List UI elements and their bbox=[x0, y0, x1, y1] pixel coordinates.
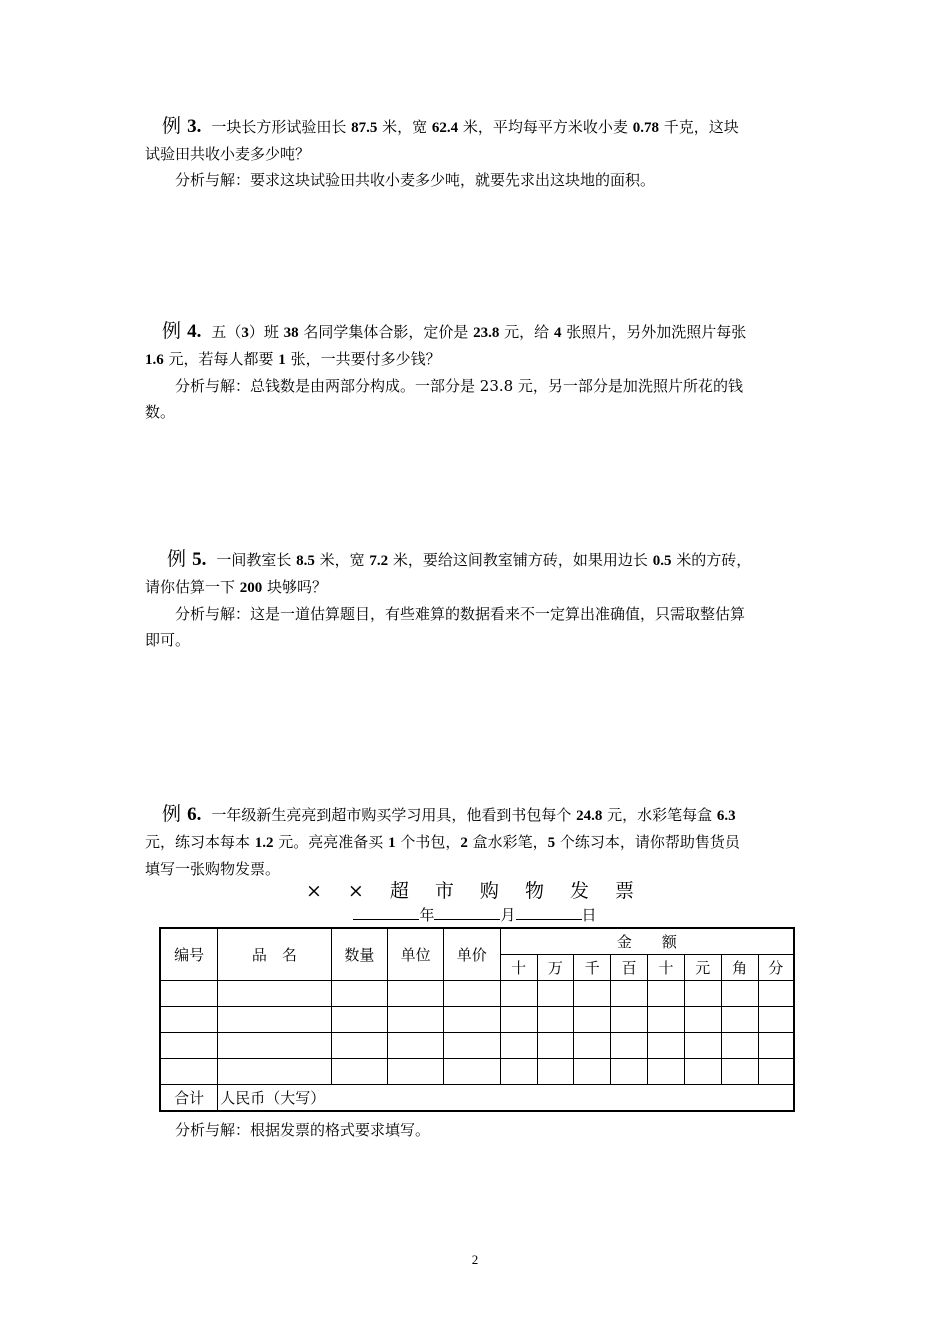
blank-cell[interactable] bbox=[684, 1033, 721, 1059]
example-3-analysis: 分析与解：要求这块试验田共收小麦多少吨，就要先求出这块地的面积。 bbox=[175, 171, 656, 189]
blank-cell[interactable] bbox=[574, 1059, 611, 1085]
blank-cell[interactable] bbox=[500, 981, 537, 1007]
year-blank[interactable] bbox=[353, 905, 419, 920]
blank-cell[interactable] bbox=[721, 981, 758, 1007]
blank-cell[interactable] bbox=[443, 1033, 500, 1059]
digit-header: 百 bbox=[611, 955, 648, 981]
blank-cell[interactable] bbox=[218, 981, 331, 1007]
blank-cell[interactable] bbox=[388, 1033, 444, 1059]
blank-cell[interactable] bbox=[611, 1007, 648, 1033]
digit-header: 万 bbox=[537, 955, 574, 981]
example-4-label: 例 4. bbox=[162, 320, 202, 342]
blank-cell[interactable] bbox=[574, 1007, 611, 1033]
blank-cell[interactable] bbox=[160, 981, 218, 1007]
example-6-analysis: 分析与解：根据发票的格式要求填写。 bbox=[175, 1121, 431, 1139]
example-6-line-3: 填写一张购物发票。 bbox=[145, 860, 281, 878]
invoice-blank-row bbox=[160, 1059, 794, 1085]
blank-cell[interactable] bbox=[500, 1059, 537, 1085]
digit-header: 角 bbox=[721, 955, 758, 981]
digit-header: 分 bbox=[758, 955, 794, 981]
blank-cell[interactable] bbox=[388, 1007, 444, 1033]
blank-cell[interactable] bbox=[758, 1059, 794, 1085]
invoice-blank-row bbox=[160, 1033, 794, 1059]
blank-cell[interactable] bbox=[218, 1007, 331, 1033]
blank-cell[interactable] bbox=[648, 981, 685, 1007]
example-6 bbox=[145, 801, 807, 882]
blank-cell[interactable] bbox=[611, 981, 648, 1007]
digit-header: 千 bbox=[574, 955, 611, 981]
invoice-date-line: 年 月 日 bbox=[0, 904, 950, 925]
page-number: 2 bbox=[471, 1252, 479, 1267]
blank-cell[interactable] bbox=[331, 981, 388, 1007]
day-blank[interactable] bbox=[516, 905, 582, 920]
invoice-blank-row bbox=[160, 1007, 794, 1033]
blank-cell[interactable] bbox=[721, 1059, 758, 1085]
blank-cell[interactable] bbox=[758, 1033, 794, 1059]
example-4-line-2: 1.6 元，若每人都要 1 张，一共要付多少钱？ bbox=[145, 350, 441, 368]
blank-cell[interactable] bbox=[574, 981, 611, 1007]
example-6-label: 例 6. bbox=[162, 803, 202, 825]
example-5-line-1: 例 5. 一间教室长 8.5 米，宽 7.2 米，要给这间教室铺方砖，如果用边长 0.5 米的方砖， bbox=[167, 548, 752, 570]
blank-cell[interactable] bbox=[721, 1033, 758, 1059]
invoice-total-row bbox=[160, 1085, 794, 1112]
example-4-line-1: 例 4. 五（3）班 38 名同学集体合影，定价是 23.8 元，给 4 张照片，另外加洗照片每张 bbox=[162, 320, 747, 342]
header-item-name: 品 名 bbox=[218, 928, 331, 981]
blank-cell[interactable] bbox=[574, 1033, 611, 1059]
digit-header: 十 bbox=[648, 955, 685, 981]
blank-cell[interactable] bbox=[218, 1059, 331, 1085]
blank-cell[interactable] bbox=[160, 1059, 218, 1085]
total-label: 合计 bbox=[160, 1085, 218, 1112]
blank-cell[interactable] bbox=[218, 1033, 331, 1059]
blank-cell[interactable] bbox=[611, 1033, 648, 1059]
digit-header: 十 bbox=[500, 955, 537, 981]
blank-cell[interactable] bbox=[648, 1059, 685, 1085]
header-unit-price: 单价 bbox=[443, 928, 500, 981]
example-3-line-2: 试验田共收小麦多少吨？ bbox=[145, 145, 311, 163]
example-5-analysis-2: 即可。 bbox=[145, 631, 191, 649]
blank-cell[interactable] bbox=[500, 1007, 537, 1033]
invoice-title: × × 超 市 购 物 发 票 bbox=[305, 880, 645, 902]
header-unit: 单位 bbox=[388, 928, 444, 981]
blank-cell[interactable] bbox=[443, 981, 500, 1007]
example-5 bbox=[145, 546, 807, 653]
example-3-line-1: 例 3. 一块长方形试验田长 87.5 米，宽 62.4 米，平均每平方米收小麦 0.78 千克，这块 bbox=[162, 115, 739, 137]
digit-header: 元 bbox=[684, 955, 721, 981]
example-5-analysis-1: 分析与解：这是一道估算题目，有些难算的数据看来不一定算出准确值，只需取整估算 bbox=[175, 605, 746, 623]
invoice-blank-row bbox=[160, 981, 794, 1007]
blank-cell[interactable] bbox=[684, 981, 721, 1007]
blank-cell[interactable] bbox=[684, 1007, 721, 1033]
blank-cell[interactable] bbox=[537, 1059, 574, 1085]
header-number: 编号 bbox=[160, 928, 218, 981]
month-blank[interactable] bbox=[434, 905, 500, 920]
rmb-uppercase-field[interactable]: 人民币（大写） bbox=[218, 1085, 794, 1112]
blank-cell[interactable] bbox=[537, 1007, 574, 1033]
blank-cell[interactable] bbox=[684, 1059, 721, 1085]
example-4 bbox=[145, 318, 807, 425]
blank-cell[interactable] bbox=[331, 1059, 388, 1085]
blank-cell[interactable] bbox=[500, 1033, 537, 1059]
example-6-line-2: 元，练习本每本 1.2 元。亮亮准备买 1 个书包，2 盒水彩笔，5 个练习本，请你帮助售货员 bbox=[145, 833, 740, 851]
invoice-table bbox=[159, 927, 795, 1112]
blank-cell[interactable] bbox=[331, 1007, 388, 1033]
example-5-line-2: 请你估算一下 200 块够吗？ bbox=[145, 578, 328, 596]
blank-cell[interactable] bbox=[648, 1007, 685, 1033]
blank-cell[interactable] bbox=[758, 981, 794, 1007]
blank-cell[interactable] bbox=[648, 1033, 685, 1059]
blank-cell[interactable] bbox=[537, 981, 574, 1007]
blank-cell[interactable] bbox=[160, 1007, 218, 1033]
header-amount: 金 额 bbox=[500, 928, 794, 955]
blank-cell[interactable] bbox=[331, 1033, 388, 1059]
blank-cell[interactable] bbox=[443, 1059, 500, 1085]
blank-cell[interactable] bbox=[758, 1007, 794, 1033]
example-4-analysis-2: 数。 bbox=[145, 403, 176, 421]
blank-cell[interactable] bbox=[160, 1033, 218, 1059]
example-5-label: 例 5. bbox=[167, 548, 207, 570]
invoice-header-row bbox=[160, 928, 794, 955]
blank-cell[interactable] bbox=[388, 1059, 444, 1085]
example-6-line-1: 例 6. 一年级新生亮亮到超市购买学习用具，他看到书包每个 24.8 元，水彩笔每盒 6.3 bbox=[162, 803, 736, 825]
example-3-label: 例 3. bbox=[162, 115, 202, 137]
blank-cell[interactable] bbox=[388, 981, 444, 1007]
blank-cell[interactable] bbox=[443, 1007, 500, 1033]
header-quantity: 数量 bbox=[331, 928, 388, 981]
example-3 bbox=[145, 113, 807, 193]
blank-cell[interactable] bbox=[721, 1007, 758, 1033]
blank-cell[interactable] bbox=[537, 1033, 574, 1059]
blank-cell[interactable] bbox=[611, 1059, 648, 1085]
example-4-analysis-1: 分析与解：总钱数是由两部分构成。一部分是 23.8 元，另一部分是加洗照片所花的钱 bbox=[175, 377, 743, 395]
